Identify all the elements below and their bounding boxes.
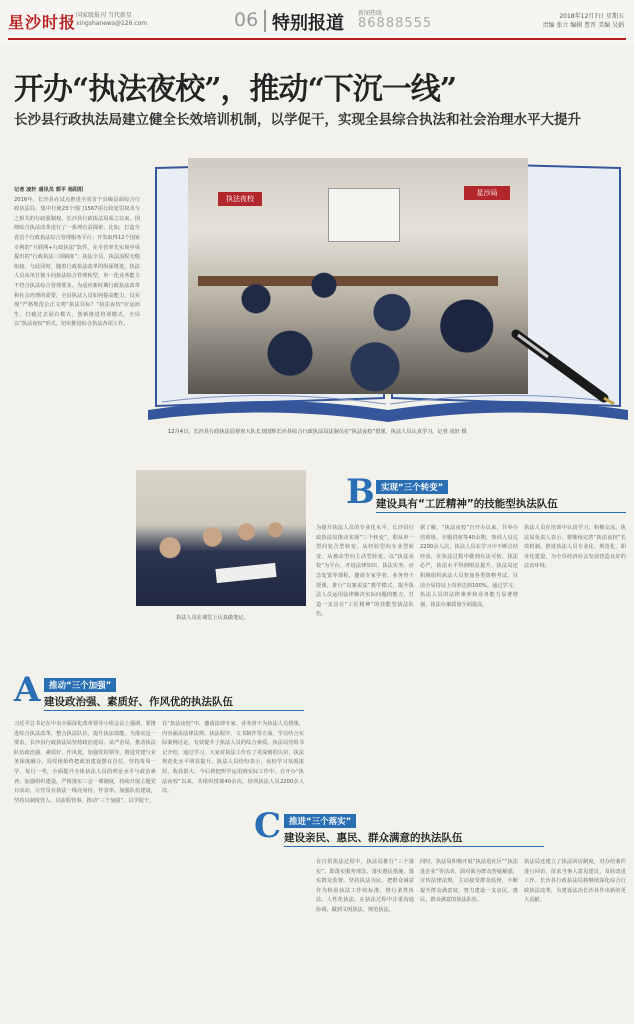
section-a-rule — [44, 710, 304, 711]
banner-left: 执法夜校 — [218, 192, 262, 206]
section-b-col-3: 执法人员在培训中认真学习、积极交流。执法局负责人表示，将继续完善“执法夜校”长效机制，推进执法人员专业化、规范化、职业化建设，为全县经济社会发展营造良好的法治环境。 — [524, 525, 626, 570]
intro-column — [14, 186, 140, 628]
byline: 记者 凌轩 通讯员 郭平 杨阳阳 — [14, 187, 84, 193]
section-c-letter: C — [254, 806, 282, 846]
section-c-title: 建设亲民、惠民、群众满意的执法队伍 — [284, 832, 463, 844]
audience-group — [188, 258, 528, 394]
section-b-tag: 实现“三个转变” — [376, 480, 448, 494]
editor-credits: 责编 张立 编辑 曹晋 美编 吴娟 — [542, 22, 624, 29]
hotline-number: 86888555 — [358, 16, 433, 31]
page-separator — [264, 10, 266, 32]
section-a-letter: A — [14, 670, 41, 710]
logo-email: xingshanews@126.com — [76, 20, 148, 27]
headline: 开办“执法夜校”，推动“下沉一线” — [14, 72, 457, 107]
section-c-col-3: 执法局还建立了执法回访制度，对办结案件进行回访，征求当事人意见建议，及时改进工作。长沙县行政执法局将继续深化综合行政执法改革，为建设法治长沙县作出新的更大贡献。 — [524, 859, 626, 904]
masthead — [0, 0, 634, 46]
newspaper-logo: 星沙时报 — [8, 13, 77, 32]
section-b-letter: B — [346, 472, 375, 512]
section-c-col-2: 同时，执法局积极开展“执法进社区”“执法进企业”等活动，面对面为群众答疑解惑，宣传法律法规，主动接受群众监督，不断提升群众满意度，努力建设一支亲民、惠民、群众满意的执法队伍。 — [420, 859, 518, 904]
projector-screen — [328, 188, 400, 242]
section-c-col-1: 在日常执法过程中，执法局推行“三个落实”，即落实服务理念、落实惠民措施、落实群众监督。坚持执法为民，把群众满意作为检验执法工作的标准，推行柔性执法、人性化执法，在执法过程中注重沟通协调，做到文明执法、规范执法。 — [316, 859, 414, 913]
small-photo — [136, 470, 306, 606]
intro-text: 2016年，长沙县在试点推进全省首个县级层面综合行政执法局，集中行使23个部门1567项行政处罚权及与之相关的行政强制权。长沙县行政执法局成立以来，围绕综合执法改革进行了一系列有益探索，比如，打造全省首个行政执法综合管理服务平台；开发取得12个国家专利的“互联网+行政执法”软件，在全省率先实现中央提出的“行政执法三项制度”；执法全员、执法流程无缝衔接。与此同时，随着行政执法改革的纵深推进，执法人员从单打独斗向执法综合管理转型，单一化业务能力不符合执法综合管理要求。为适应新时期行政执法改革和社会治理的需要，全县执法人员如何提高能力、以实现“严格规范公正文明”执法目标？“执法夜校”应运而生。打破过去固有模式，创新推进培训模式，全局以“执法夜校”形式，切实推进综合执法各项工作。 — [14, 196, 140, 328]
issue-date: 2018年12月7日 星期五 — [559, 13, 624, 20]
hotline-label: 新闻热线 — [358, 10, 383, 17]
dateline — [542, 12, 624, 30]
pen-icon — [508, 326, 618, 406]
section-a-tag: 推动“三个加强” — [44, 678, 116, 692]
banner-right: 星沙局 — [464, 186, 510, 200]
section-c-heading — [254, 806, 554, 852]
subheadline: 长沙县行政执法局建立健全长效培训机制，以学促干，实现全县综合执法和社会治理水平大提升 — [14, 112, 581, 128]
section-c-tag: 推进“三个落实” — [284, 814, 356, 828]
section-b-rule — [376, 512, 626, 513]
section-a-title: 建设政治强、素质好、作风优的执法队伍 — [44, 696, 233, 708]
section-a-col-2: 在“执法夜校”中，邀请法律专家、业务骨干为执法人员授课，内容涵盖法律法规、执法程序、文书制作等方面，学员结合实际案例讨论，有效提升了执法人员的综合素质。执法局党组书记介绍，通过学习，大家对执法工作有了更深刻的认识，执法规范化水平明显提升。执法人员纷纷表示，夜校学习氛围浓厚，收获很大，今后将把所学运用到实际工作中。自开办“执法夜校”以来，共组织授课40余次，培训执法人员2200余人次。 — [162, 721, 304, 795]
section-a-col-1: 习近平总书记在中央全面深化改革领导小组会议上强调，要推进综合执法改革，整合执法队伍，提升执法效能。为落实这一要求，长沙县行政执法局坚持政治建局、从严治局，推动执法队伍政治强、素质好、作风优。加强党的领导，推进党建与业务深度融合。局党组始终把政治建设摆在首位，坚持每周一学、每月一考，全面提升全体执法人员的理论水平与政治素养。加强组织建设，严格落实三会一课制度，持续开展主题党日活动，让党员在执法一线亮身份、作表率。加强队伍建设，坚持以制度管人、以流程管事。推动“三个加强”，以学促干。 — [14, 721, 156, 804]
main-photo-frame — [148, 148, 628, 432]
section-c-rule — [284, 846, 544, 847]
section-a-heading — [14, 670, 304, 716]
logo-sub-line: 国家级报刊 当代新星 — [76, 12, 132, 19]
page-number: 06 — [234, 9, 259, 31]
trainee-figures — [136, 500, 306, 606]
section-name: 特别报道 — [272, 13, 344, 34]
section-b-title: 建设具有“工匠精神”的技能型执法队伍 — [376, 498, 558, 510]
section-b-heading — [346, 472, 626, 518]
small-photo-caption: 执法人员在课堂上认真做笔记。 — [176, 615, 249, 621]
classroom-photo — [188, 158, 528, 394]
logo-tagline — [76, 12, 147, 28]
section-b-col-2: 据了解，“执法夜校”自开办以来，共举办培训班、专题讲座等40余期，参训人员达2200余人次。执法人员在学习中不断总结经验，在执法过程中做到有法可依、执法必严，执法水平得到明显提升。执法局还积极组织执法人员参加各类资格考试，目前全局持证上岗率达到100%。通过学习，执法人员的法律素养和业务能力显著增强，执法办案质量全面提高。 — [420, 525, 518, 608]
section-b-col-1: 为提升执法人员的专业化水平，长沙县行政执法局推动实现“三个转变”，即从单一型向复合型转变、从经验型向专业型转变、从被动型向主动型转变。以“执法夜校”为平台，开设法律知识、执法实务、应急处置等课程，邀请专家学者、业务骨干授课，推行“以案说法”教学模式，提升执法人员运用法律解决实际问题的能力，打造一支具有“工匠精神”的技能型执法队伍。 — [316, 525, 414, 618]
masthead-rule — [8, 38, 626, 40]
main-photo-caption: 12月4日，长沙县行政执法局督查大队长刘国辉长沙县综合行政执法局法制员在“执法夜校”授课，执法人员认真学习。记者 凌轩 摄 — [168, 429, 467, 435]
